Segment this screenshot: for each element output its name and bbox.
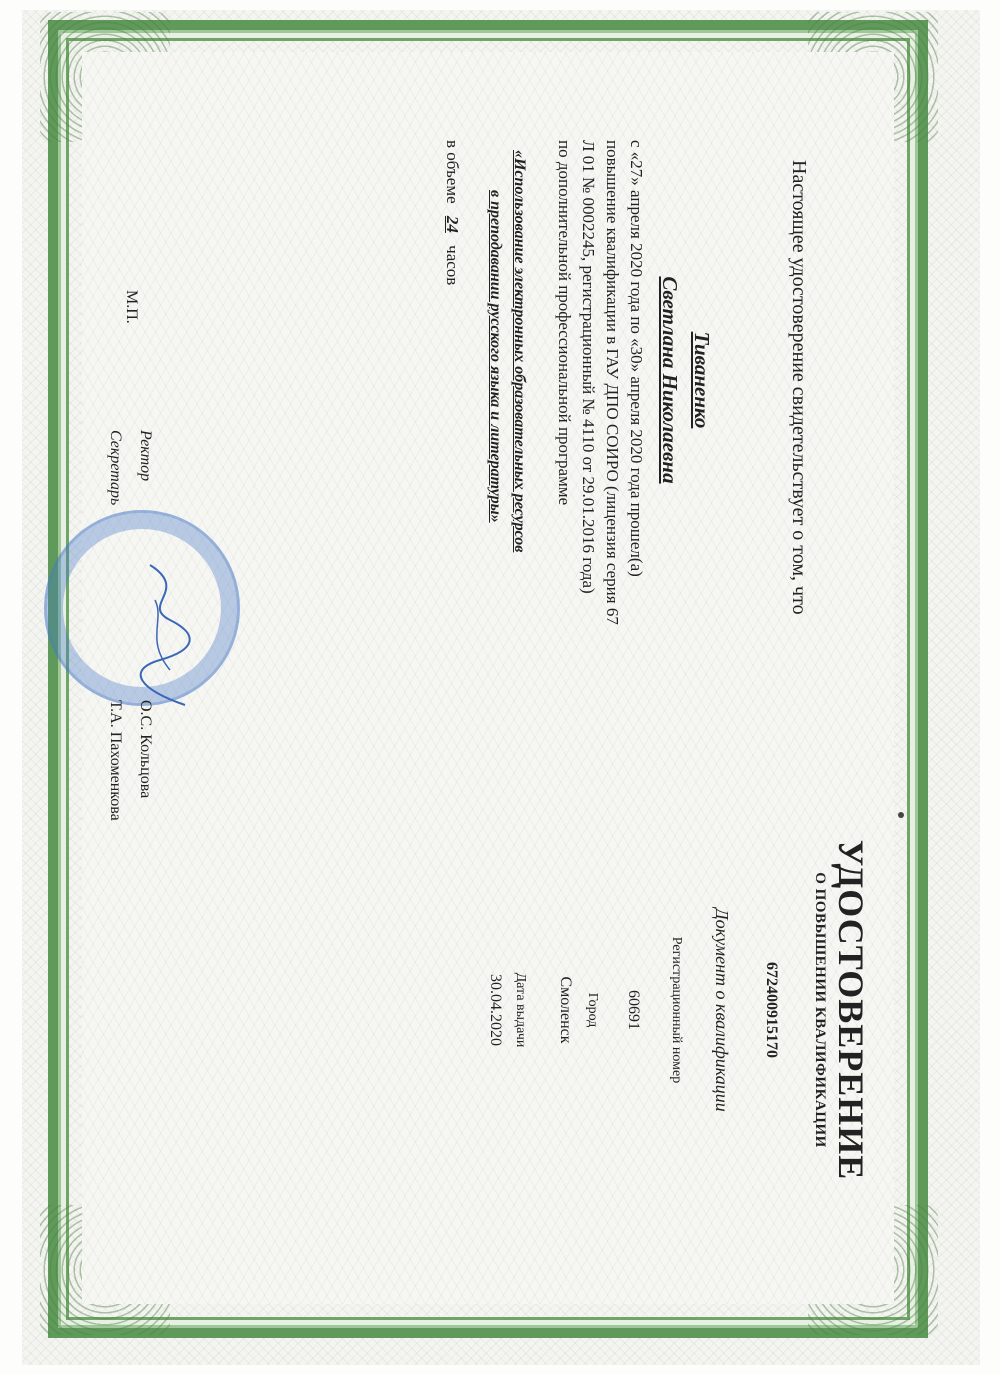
issue-date-label: Дата выдачи [513, 972, 528, 1048]
rector-name: О.С. Кольцова [137, 700, 154, 799]
ink-dot [898, 812, 904, 818]
paragraph-line: Л 01 № 0002245, регистрационный № 4110 от 29.01.2016 года) [579, 140, 598, 594]
intro-text: Настоящее удостоверение свидетельствует о том, что [788, 160, 810, 615]
volume-line [442, 140, 462, 285]
certificate-text-block [100, 140, 880, 821]
certificate-subtitle: О ПОВЫШЕНИИ КВАЛИФИКАЦИИ [812, 872, 828, 1148]
rector-signature [130, 560, 200, 710]
holder-surname: Тиваненко [690, 331, 714, 429]
paragraph-line: с «27» апреля 2020 года по «30» апреля 2020 года прошел(а) [627, 140, 646, 577]
certificate-title: УДОСТОВЕРЕНИЕ [831, 839, 871, 1181]
volume-suffix: часов [443, 245, 462, 286]
rector-label: Ректор [137, 430, 154, 482]
issue-date: 30.04.2020 [487, 974, 504, 1046]
program-title-line: в преподавании русского языка и литературы» [487, 190, 504, 523]
certificate-title-block [90, 760, 890, 1260]
reg-number-label: Регистрационный номер [669, 936, 684, 1084]
certificate-number: 672400915170 [763, 962, 780, 1058]
secretary-label: Секретарь [107, 430, 124, 506]
paragraph-line: по дополнительной профессиональной программе [555, 140, 574, 506]
certificate-content-rotated [90, 60, 890, 1300]
city: Смоленск [557, 976, 574, 1044]
volume-hours: 24 [443, 215, 462, 233]
holder-given-names: Светлана Николаевна [658, 276, 682, 484]
volume-prefix: в объеме [443, 140, 462, 204]
paragraph-line: повышение квалификации в ГАУ ДПО СОИРО (лицензия серия 67 [603, 140, 622, 625]
city-label: Город [585, 992, 600, 1028]
secretary-name: Т.А. Пахоменкова [107, 700, 124, 821]
program-title-line: «Использование электронных образовательных ресурсов [511, 150, 528, 553]
seal-label: М.П. [123, 290, 140, 324]
document-type: Документ о квалификации [712, 908, 732, 1112]
reg-number: 60691 [625, 990, 642, 1030]
